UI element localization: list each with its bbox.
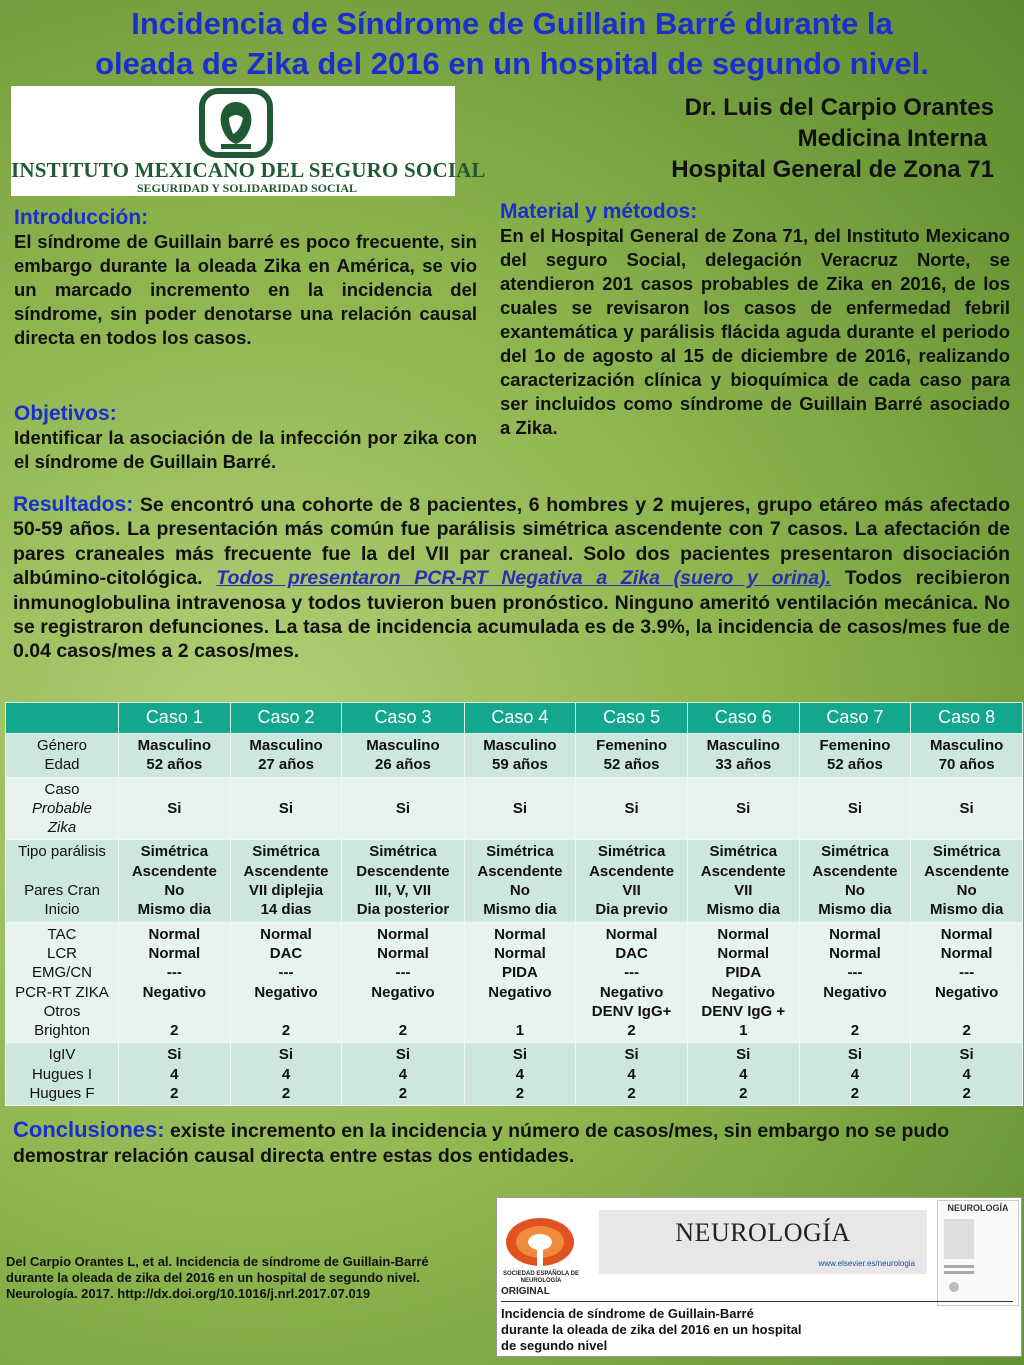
cell-value: Normal [940, 925, 993, 943]
row-label-line: Zika [47, 819, 77, 837]
cell-value: 26 años [375, 756, 431, 774]
row-label [6, 1043, 119, 1106]
cell-value: Normal [717, 944, 770, 962]
conclusiones-heading: Conclusiones: [13, 1117, 165, 1142]
cell-value [801, 1002, 910, 1021]
cell-value: Negativo [711, 983, 775, 1001]
imss-emblem-icon [199, 88, 273, 158]
cell-value: Simétrica [486, 843, 554, 861]
cell-value [466, 1002, 575, 1021]
cell-value: Masculino [706, 737, 780, 754]
intro-text: El síndrome de Guillain barré es poco frecuente, sin embargo durante la oleada Zika en América, se vio un marcado incremento en la incidencia del síndrome, sin poder denotarse una relación causal directa en todos los casos. [14, 231, 477, 348]
table-cell [576, 922, 688, 1043]
cell-value: Mismo dia [818, 901, 892, 919]
cell-value [120, 1002, 229, 1021]
article-title-line-3: de segundo nivel [501, 1338, 608, 1353]
cell-value: --- [959, 964, 975, 982]
cell-value: 2 [962, 1022, 971, 1040]
cell-value [343, 1002, 462, 1021]
objetivos-text: Identificar la asociación de la infección por zika con el síndrome de Guillain Barré. [14, 427, 477, 472]
journal-url[interactable]: www.elsevier.es/neurologia [818, 1259, 915, 1268]
table-cell [911, 922, 1023, 1043]
cell-value: Si [278, 1046, 294, 1064]
cell-value: Si [395, 799, 411, 817]
table-header-row [6, 703, 1023, 734]
cell-value: Descendente [356, 862, 450, 880]
table-header-cell: Caso 1 [119, 703, 231, 734]
resultados-highlight-link[interactable]: Todos presentaron PCR-RT Negativa a Zika (suero y orina). [216, 567, 832, 590]
citation-line-3[interactable]: Neurología. 2017. http://dx.doi.org/10.1016/j.nrl.2017.07.019 [6, 1286, 371, 1301]
table-cell [342, 1043, 464, 1106]
cell-value: Negativo [934, 983, 999, 1001]
row-label-line: Hugues I [31, 1065, 93, 1083]
cases-table [5, 702, 1023, 1106]
cell-value: Normal [829, 944, 881, 962]
table-header-cell: Caso 8 [911, 703, 1023, 734]
brain-logo-icon [501, 1214, 579, 1272]
cell-value: 2 [281, 1022, 291, 1040]
cell-value: Normal [377, 944, 429, 962]
article-title [501, 1306, 921, 1354]
cell-value: Si [512, 799, 528, 817]
resultados-text-a: Se encontró una cohorte de 8 pacientes, 6 hombres y 2 mujeres, grupo etáreo más afectado 50-59 años. La presentación más común fue parálisis simétrica ascendente con 7 casos. La afectación de pares craneales más frecuente fue la del VII par craneal. Solo dos pacientes presentaron disociación albúmino-citológica. [13, 494, 1010, 590]
cell-value: 4 [515, 1065, 525, 1083]
metodos-section [500, 200, 1010, 440]
table-cell [576, 777, 688, 840]
cell-value: Negativo [823, 983, 887, 1001]
cell-value: Normal [940, 944, 993, 962]
resultados-section [13, 493, 1010, 664]
journal-cover-title: NEUROLOGÍA [947, 1203, 1009, 1213]
cell-value: VII [622, 882, 641, 900]
table-cell [799, 840, 911, 922]
table-cell [119, 922, 231, 1043]
author-specialty: Medicina Interna [797, 125, 987, 152]
row-label-line: Probable [31, 799, 93, 817]
cell-value: 2 [281, 1085, 291, 1103]
table-cell [230, 840, 342, 922]
cell-value: Si [167, 1046, 182, 1064]
cell-value: PIDA [502, 964, 538, 982]
cell-value: Simétrica [369, 843, 437, 861]
table-cell [911, 1043, 1023, 1106]
table-header-cell: Caso 6 [687, 703, 799, 734]
cell-value: 70 años [938, 756, 995, 774]
cell-value: Normal [494, 925, 546, 943]
cell-value: III, V, VII [374, 882, 432, 900]
cell-value: Ascendente [700, 862, 786, 880]
intro-section [14, 206, 477, 350]
table-header-cell: Caso 4 [464, 703, 576, 734]
cell-value: VII diplejia [248, 882, 324, 900]
row-label-line: Pares Cran [24, 882, 100, 900]
cell-value: 2 [515, 1085, 525, 1103]
cell-value: Femenino [596, 737, 668, 754]
table-cell [230, 1043, 342, 1106]
article-title-line-2: durante la oleada de zika del 2016 en un hospital [501, 1322, 802, 1337]
article-title-line-1: Incidencia de síndrome de Guillain-Barré [501, 1306, 754, 1321]
table-cell [230, 922, 342, 1043]
cell-value: 2 [398, 1085, 408, 1103]
cell-value: 2 [962, 1085, 971, 1103]
cell-value: Masculino [137, 737, 212, 754]
table-cell [230, 734, 342, 778]
row-label-line: LCR [46, 944, 77, 962]
cell-value: Normal [377, 925, 429, 943]
cell-value: Simétrica [140, 843, 209, 861]
row-label-line: Hugues F [29, 1085, 95, 1103]
row-label [6, 777, 119, 840]
table-row [6, 777, 1023, 840]
cell-value: Normal [829, 925, 881, 943]
cell-value: Normal [494, 944, 546, 962]
poster-title [0, 4, 1024, 84]
cell-value: 14 dias [260, 901, 312, 919]
table-cell [119, 734, 231, 778]
cell-value: 2 [398, 1022, 408, 1040]
cell-value: 59 años [491, 756, 548, 774]
cell-value: Ascendente [477, 862, 563, 880]
citation-line-2: durante la oleada de zika del 2016 en un hospital de segundo nivel. [6, 1270, 420, 1285]
cell-value: 4 [962, 1065, 971, 1083]
intro-heading: Introducción: [14, 206, 149, 229]
table-cell [464, 734, 576, 778]
cell-value: No [956, 882, 977, 900]
cell-value: 4 [170, 1065, 179, 1083]
cell-value: Negativo [599, 983, 664, 1001]
resultados-text-b: Todos recibieron inmunoglobulina intravenosa y todos tuvieron buen pronóstico. Ninguno ameritó ventilación mecánica. No se registraron defunciones. La tasa de incidencia acumulada es de 3.9%, la incidencia de casos/mes fue de 0.04 casos/mes a 2 casos/mes. [13, 567, 1010, 663]
cell-value: Ascendente [243, 862, 329, 880]
table-header-cell: Caso 5 [576, 703, 688, 734]
conclusiones-text: existe incremento en la incidencia y número de casos/mes, sin embargo no se pudo demostrar relación causal directa entre estas dos entidades. [13, 1120, 950, 1167]
row-label [6, 922, 119, 1043]
table-header-cell: Caso 3 [342, 703, 464, 734]
cell-value: 4 [627, 1065, 636, 1083]
table-cell [119, 777, 231, 840]
table-cell [687, 777, 799, 840]
cell-value: 4 [281, 1065, 291, 1083]
cell-value: 33 años [715, 756, 772, 774]
title-line-2: oleada de Zika del 2016 en un hospital de segundo nivel. [95, 46, 929, 81]
cell-value: 52 años [603, 756, 660, 774]
table-cell [799, 1043, 911, 1106]
cell-value: Mismo dia [706, 901, 780, 919]
imss-logo [11, 86, 486, 196]
cell-value: Ascendente [812, 862, 898, 880]
table-cell [342, 777, 464, 840]
cell-value: Normal [148, 925, 201, 943]
cell-value: Si [395, 1046, 411, 1064]
row-label [6, 840, 119, 922]
author-hospital: Hospital General de Zona 71 [671, 156, 994, 183]
cell-value: Ascendente [589, 862, 675, 880]
table-cell [687, 840, 799, 922]
cell-value: --- [166, 964, 182, 982]
cell-value: DENV IgG + [701, 1002, 786, 1020]
cell-value: Mismo dia [483, 901, 557, 919]
row-label-line: TAC [47, 925, 77, 943]
conclusiones-section [13, 1117, 1003, 1169]
table-header-cell: Caso 2 [230, 703, 342, 734]
cell-value: DAC [269, 944, 303, 962]
cell-value: No [844, 882, 865, 900]
table-header-cell: Caso 7 [799, 703, 911, 734]
cell-value: Ascendente [131, 862, 217, 880]
cell-value: Si [512, 1046, 528, 1064]
citation-line-1: Del Carpio Orantes L, et al. Incidencia de síndrome de Guillain-Barré [6, 1254, 429, 1269]
cell-value: Negativo [254, 983, 318, 1001]
table-cell [342, 840, 464, 922]
cell-value: Masculino [366, 737, 440, 754]
table-cell [342, 922, 464, 1043]
cell-value: 2 [627, 1022, 636, 1040]
table-cell [464, 922, 576, 1043]
table-cell [687, 1043, 799, 1106]
author-block [671, 92, 994, 185]
author-name: Dr. Luis del Carpio Orantes [684, 94, 994, 121]
cell-value: Negativo [488, 983, 552, 1001]
row-label-line: EMG/CN [32, 964, 92, 982]
citation [6, 1254, 496, 1302]
cell-value: --- [847, 964, 863, 982]
journal-clipping [496, 1197, 1022, 1357]
cell-value: Simétrica [821, 843, 889, 861]
table-cell [576, 840, 688, 922]
cell-value: Masculino [249, 737, 323, 754]
journal-cover [937, 1200, 1019, 1306]
cell-value: Si [167, 799, 182, 817]
cover-graphic-icon [938, 1215, 1018, 1305]
cell-value: 27 años [258, 756, 314, 774]
cell-value: Si [278, 799, 294, 817]
cell-value [912, 1002, 1021, 1021]
cell-value: DENV IgG+ [591, 1002, 672, 1020]
table-row [6, 922, 1023, 1043]
cell-value: 4 [739, 1065, 748, 1083]
cell-value: 2 [739, 1085, 748, 1103]
cell-value: Simétrica [932, 843, 1001, 861]
table-cell [230, 777, 342, 840]
row-label-line: Género [36, 737, 88, 754]
cell-value: --- [624, 964, 640, 982]
row-label-line: Otros [43, 1002, 81, 1020]
cell-value: Normal [717, 925, 770, 943]
table-cell [464, 1043, 576, 1106]
table-cell [799, 922, 911, 1043]
imss-motto: SEGURIDAD Y SOLIDARIDAD SOCIAL [136, 181, 357, 195]
table-header-corner [6, 703, 119, 734]
table-row [6, 840, 1023, 922]
cell-value: --- [395, 964, 411, 982]
cell-value: Mismo dia [137, 901, 212, 919]
cell-value: Negativo [142, 983, 207, 1001]
cell-value: 52 años [827, 756, 883, 774]
cell-value: --- [278, 964, 294, 982]
cell-value: Masculino [483, 737, 557, 754]
cell-value: Masculino [929, 737, 1004, 754]
cell-value: Negativo [371, 983, 435, 1001]
cell-value: Si [736, 799, 751, 817]
cell-value: Normal [260, 925, 312, 943]
cell-value: Dia posterior [356, 901, 450, 919]
table-row [6, 1043, 1023, 1106]
cell-value: Si [847, 799, 863, 817]
row-label-line: Inicio [44, 901, 80, 919]
metodos-text: En el Hospital General de Zona 71, del Instituto Mexicano del seguro Social, delegación Veracruz Norte, se atendieron 201 casos probables de Zika en 2016, de los cuales se revisaron los casos de enfermedad febril exantemática y parálisis flácida aguda durante el periodo del 1o de agosto al 15 de diciembre de 2016, realizando caracterización clínica y bioquímica de cada caso para ser incluidos como síndrome de Guillain Barré asociado a Zika. [500, 225, 1010, 438]
cell-value: PIDA [725, 964, 762, 982]
table-cell [576, 1043, 688, 1106]
journal-name: NEUROLOGÍA [675, 1218, 851, 1247]
cell-value: 1 [739, 1022, 748, 1040]
cell-value: Simétrica [709, 843, 778, 861]
cell-value: Si [624, 1046, 639, 1064]
table-body [6, 734, 1023, 1106]
row-label-line: Tipo parálisis [18, 843, 106, 861]
table-cell [576, 734, 688, 778]
cell-value: Femenino [819, 737, 891, 754]
table-cell [464, 777, 576, 840]
cell-value: No [509, 882, 530, 900]
table-cell [119, 1043, 231, 1106]
cell-value: Ascendente [924, 862, 1010, 880]
row-label-line [7, 862, 117, 881]
cell-value: 4 [850, 1065, 860, 1083]
table-cell [342, 734, 464, 778]
cell-value: Simétrica [252, 843, 320, 861]
cell-value: 2 [627, 1085, 636, 1103]
cell-value: VII [734, 882, 753, 900]
imss-name: INSTITUTO MEXICANO DEL SEGURO SOCIAL [11, 158, 486, 182]
cell-value: Si [959, 1046, 974, 1064]
table-cell [464, 840, 576, 922]
cell-value: Mismo dia [929, 901, 1004, 919]
objetivos-section [14, 402, 477, 474]
cell-value: 52 años [146, 756, 203, 774]
cell-value: 4 [398, 1065, 408, 1083]
cell-value: 2 [850, 1022, 860, 1040]
cell-value: DAC [615, 944, 648, 962]
cell-value: No [164, 882, 185, 900]
table-cell [911, 840, 1023, 922]
cell-value: 2 [170, 1085, 179, 1103]
table-cell [687, 734, 799, 778]
table-cell [799, 777, 911, 840]
metodos-heading: Material y métodos: [500, 200, 698, 223]
table-cell [911, 734, 1023, 778]
table-cell [911, 777, 1023, 840]
objetivos-heading: Objetivos: [14, 402, 117, 425]
cell-value: Si [736, 1046, 751, 1064]
cell-value: Simétrica [597, 843, 666, 861]
row-label-line: Caso [44, 780, 80, 798]
divider [501, 1301, 1013, 1302]
row-label-line: Brighton [34, 1022, 90, 1040]
journal-banner [599, 1210, 927, 1274]
cell-value: Dia previo [595, 901, 668, 919]
cell-value: Si [624, 799, 639, 817]
table-row [6, 734, 1023, 778]
resultados-heading: Resultados: [13, 493, 134, 516]
cell-value: Si [959, 799, 974, 817]
society-name: SOCIEDAD ESPAÑOLA DE NEUROLOGÍA [502, 1271, 579, 1284]
cell-value [232, 1002, 341, 1021]
table-cell [799, 734, 911, 778]
cell-value: 1 [515, 1022, 525, 1040]
cell-value: 2 [170, 1022, 179, 1040]
cell-value: Normal [148, 944, 201, 962]
cell-value: 2 [850, 1085, 860, 1103]
cell-value: Si [847, 1046, 863, 1064]
table-cell [119, 840, 231, 922]
row-label-line: IgIV [48, 1046, 76, 1064]
table-cell [687, 922, 799, 1043]
title-line-1: Incidencia de Síndrome de Guillain Barré durante la [131, 6, 893, 41]
row-label-line: PCR-RT ZIKA [15, 983, 109, 1001]
row-label [6, 734, 119, 778]
cell-value: Normal [605, 925, 658, 943]
row-label-line: Edad [44, 756, 80, 774]
article-section: ORIGINAL [501, 1286, 550, 1297]
